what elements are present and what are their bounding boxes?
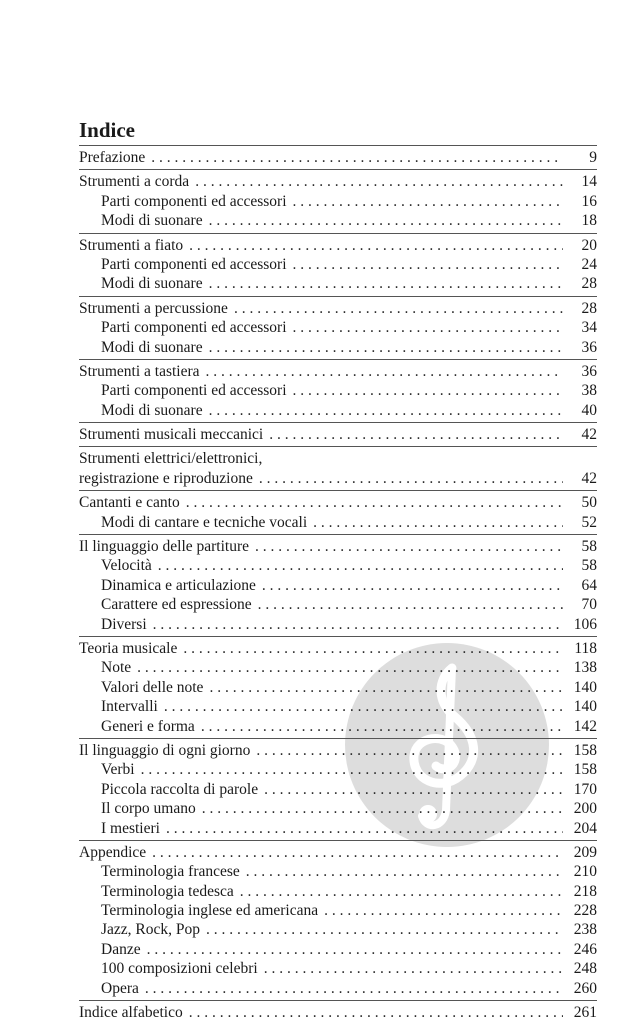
toc-entry-label: Modi di suonare (101, 275, 203, 293)
toc-entry-label: Strumenti musicali meccanici (79, 426, 264, 444)
toc-subentry (79, 920, 597, 939)
toc-page-number: 238 (573, 921, 597, 939)
toc-subentry (79, 255, 597, 274)
toc-page-number: 209 (573, 843, 597, 861)
toc-subentry (79, 513, 597, 532)
toc-entry (79, 493, 597, 512)
dot-leader (269, 425, 563, 444)
toc-page-number: 106 (573, 615, 597, 633)
toc-entry-label: Valori delle note (101, 678, 204, 696)
toc-entry-label: Velocità (101, 557, 152, 575)
toc-page-number: 246 (573, 940, 597, 958)
toc-entry-label: Strumenti a corda (79, 173, 190, 191)
toc-section (79, 739, 597, 840)
dot-leader (264, 959, 563, 978)
toc-subentry (79, 556, 597, 575)
toc-entry-label: Danze (101, 940, 141, 958)
dot-leader (209, 401, 563, 420)
toc-page-number: 140 (573, 678, 597, 696)
toc-page-number: 52 (581, 513, 597, 531)
table-of-contents (79, 145, 597, 1024)
toc-page-number: 200 (573, 800, 597, 818)
toc-subentry (79, 799, 597, 818)
toc-section (79, 535, 597, 636)
toc-entry-label: Il linguaggio di ogni giorno (79, 741, 251, 759)
dot-leader (264, 780, 563, 799)
toc-entry-label: Indice alfabetico (79, 1004, 183, 1022)
toc-entry (79, 172, 597, 191)
toc-page-number: 14 (581, 173, 597, 191)
dot-leader (195, 172, 563, 191)
dot-leader (255, 537, 563, 556)
toc-entry-label: Terminologia inglese ed americana (101, 902, 319, 920)
toc-entry-label: Note (101, 659, 132, 677)
toc-page-number: 218 (573, 882, 597, 900)
dot-leader (293, 318, 563, 337)
toc-entry-label: Strumenti a percussione (79, 299, 228, 317)
dot-leader (189, 1003, 563, 1022)
dot-leader (206, 920, 563, 939)
toc-entry (79, 236, 597, 255)
toc-entry-label: Strumenti a fiato (79, 236, 184, 254)
toc-section (79, 297, 597, 359)
toc-subentry (79, 658, 597, 677)
dot-leader (258, 595, 563, 614)
toc-page-number: 158 (573, 741, 597, 759)
toc-entry-label: Generi e forma (101, 717, 195, 735)
toc-subentry (79, 697, 597, 716)
toc-page-number: 20 (581, 236, 597, 254)
toc-page-number: 24 (581, 255, 597, 273)
toc-entry-label: Parti componenti ed accessori (101, 382, 287, 400)
toc-entry-label: Strumenti elettrici/elettronici, (79, 450, 263, 468)
toc-page-number: 140 (573, 698, 597, 716)
toc-entry (79, 537, 597, 556)
dot-leader (246, 862, 563, 881)
dot-leader (259, 469, 563, 488)
toc-entry-label: Appendice (79, 843, 147, 861)
toc-section (79, 447, 597, 490)
toc-page-number: 28 (581, 299, 597, 317)
toc-subentry (79, 576, 597, 595)
dot-leader (137, 658, 563, 677)
toc-page-number: 138 (573, 659, 597, 677)
toc-entry-label: I mestieri (101, 819, 160, 837)
toc-page-number: 50 (581, 494, 597, 512)
dot-leader (152, 843, 563, 862)
toc-entry-label: Modi di suonare (101, 212, 203, 230)
toc-page-number: 170 (573, 780, 597, 798)
dot-leader (209, 274, 563, 293)
toc-page-number: 248 (573, 960, 597, 978)
toc-section (79, 637, 597, 738)
page-title: Indice (79, 118, 136, 142)
toc-subentry (79, 192, 597, 211)
toc-subentry (79, 211, 597, 230)
toc-section (79, 841, 597, 1000)
toc-entry-label: Teoria musicale (79, 639, 178, 657)
toc-page-number: 16 (581, 192, 597, 210)
toc-subentry (79, 717, 597, 736)
dot-leader (209, 338, 563, 357)
dot-leader (313, 513, 563, 532)
dot-leader (293, 255, 563, 274)
toc-subentry (79, 940, 597, 959)
toc-section (79, 423, 597, 446)
toc-section (79, 491, 597, 534)
toc-subentry (79, 862, 597, 881)
toc-entry-label: registrazione e riproduzione (79, 469, 253, 487)
toc-subentry (79, 819, 597, 838)
toc-entry-label: Modi di suonare (101, 401, 203, 419)
toc-entry-label: Parti componenti ed accessori (101, 192, 287, 210)
dot-leader (141, 760, 563, 779)
toc-page-number: 42 (581, 469, 597, 487)
toc-entry-label: 100 composizioni celebri (101, 960, 258, 978)
toc-subentry (79, 401, 597, 420)
dot-leader (153, 615, 563, 634)
toc-entry (79, 469, 597, 488)
toc-entry (79, 639, 597, 658)
toc-subentry (79, 780, 597, 799)
dot-leader (202, 799, 563, 818)
toc-entry (79, 362, 597, 381)
dot-leader (209, 211, 563, 230)
toc-entry (79, 741, 597, 760)
toc-page-number: 70 (581, 596, 597, 614)
dot-leader (147, 940, 563, 959)
toc-page-number: 142 (573, 717, 597, 735)
dot-leader (189, 236, 563, 255)
toc-page-number: 204 (573, 819, 597, 837)
toc-entry-label: Cantanti e canto (79, 494, 180, 512)
dot-leader (256, 741, 563, 760)
toc-subentry (79, 979, 597, 998)
toc-subentry (79, 678, 597, 697)
toc-entry-label: Intervalli (101, 698, 158, 716)
toc-entry-label: Modi di cantare e tecniche vocali (101, 513, 308, 531)
toc-page-number: 261 (573, 1004, 597, 1022)
toc-page-number: 58 (581, 538, 597, 556)
toc-page-number: 18 (581, 212, 597, 230)
toc-entry-label: Piccola raccolta di parole (101, 780, 259, 798)
dot-leader (183, 639, 563, 658)
toc-entry-label: Prefazione (79, 149, 146, 166)
dot-leader (293, 192, 563, 211)
toc-subentry (79, 381, 597, 400)
toc-entry-label: Diversi (101, 615, 147, 633)
dot-leader (158, 556, 563, 575)
toc-page-number: 118 (574, 639, 597, 657)
toc-entry-label: Parti componenti ed accessori (101, 319, 287, 337)
toc-section (79, 234, 597, 296)
toc-subentry (79, 274, 597, 293)
toc-entry-label: Strumenti a tastiera (79, 362, 200, 380)
toc-page-number: 9 (589, 149, 597, 166)
dot-leader (324, 901, 563, 920)
dot-leader (206, 362, 563, 381)
dot-leader (262, 576, 563, 595)
toc-page-number: 260 (573, 979, 597, 997)
toc-entry-label: Parti componenti ed accessori (101, 255, 287, 273)
toc-subentry (79, 882, 597, 901)
toc-subentry (79, 760, 597, 779)
toc-page-number: 36 (581, 362, 597, 380)
dot-leader (240, 882, 563, 901)
toc-entry-label: Terminologia tedesca (101, 882, 234, 900)
dot-leader (293, 381, 563, 400)
toc-entry-label: Il linguaggio delle partiture (79, 538, 250, 556)
toc-section (79, 146, 597, 169)
toc-entry-label: Terminologia francese (101, 863, 240, 881)
toc-section (79, 170, 597, 232)
dot-leader (201, 717, 563, 736)
dot-leader (145, 979, 563, 998)
toc-entry-label: Il corpo umano (101, 800, 196, 818)
toc-entry (79, 1003, 597, 1022)
toc-entry-label: Jazz, Rock, Pop (101, 921, 201, 939)
toc-entry (79, 299, 597, 318)
toc-entry-label: Verbi (101, 761, 135, 779)
dot-leader (234, 299, 563, 318)
toc-page-number: 64 (581, 576, 597, 594)
toc-entry-label: Opera (101, 979, 139, 997)
toc-page-number: 228 (573, 902, 597, 920)
toc-entry (79, 148, 597, 167)
toc-page-number: 36 (581, 338, 597, 356)
toc-page-number: 34 (581, 319, 597, 337)
toc-subentry (79, 615, 597, 634)
toc-entry (79, 425, 597, 444)
dot-leader (166, 819, 563, 838)
toc-page-number: 158 (573, 761, 597, 779)
toc-entry (79, 843, 597, 862)
toc-entry-label: Dinamica e articulazione (101, 576, 256, 594)
toc-section (79, 1001, 597, 1024)
dot-leader (164, 697, 563, 716)
toc-entry-label: Modi di suonare (101, 338, 203, 356)
toc-entry-label: Carattere ed espressione (101, 596, 252, 614)
toc-section (79, 360, 597, 422)
toc-page-number: 40 (581, 401, 597, 419)
dot-leader (209, 678, 563, 697)
toc-page-number: 58 (581, 557, 597, 575)
toc-page-number: 28 (581, 275, 597, 293)
toc-page-number: 42 (581, 426, 597, 444)
toc-subentry (79, 595, 597, 614)
dot-leader (151, 148, 563, 167)
toc-subentry (79, 338, 597, 357)
toc-page-number: 38 (581, 382, 597, 400)
toc-subentry (79, 959, 597, 978)
dot-leader (186, 493, 563, 512)
toc-subentry (79, 318, 597, 337)
toc-page-number: 210 (573, 863, 597, 881)
toc-subentry (79, 901, 597, 920)
